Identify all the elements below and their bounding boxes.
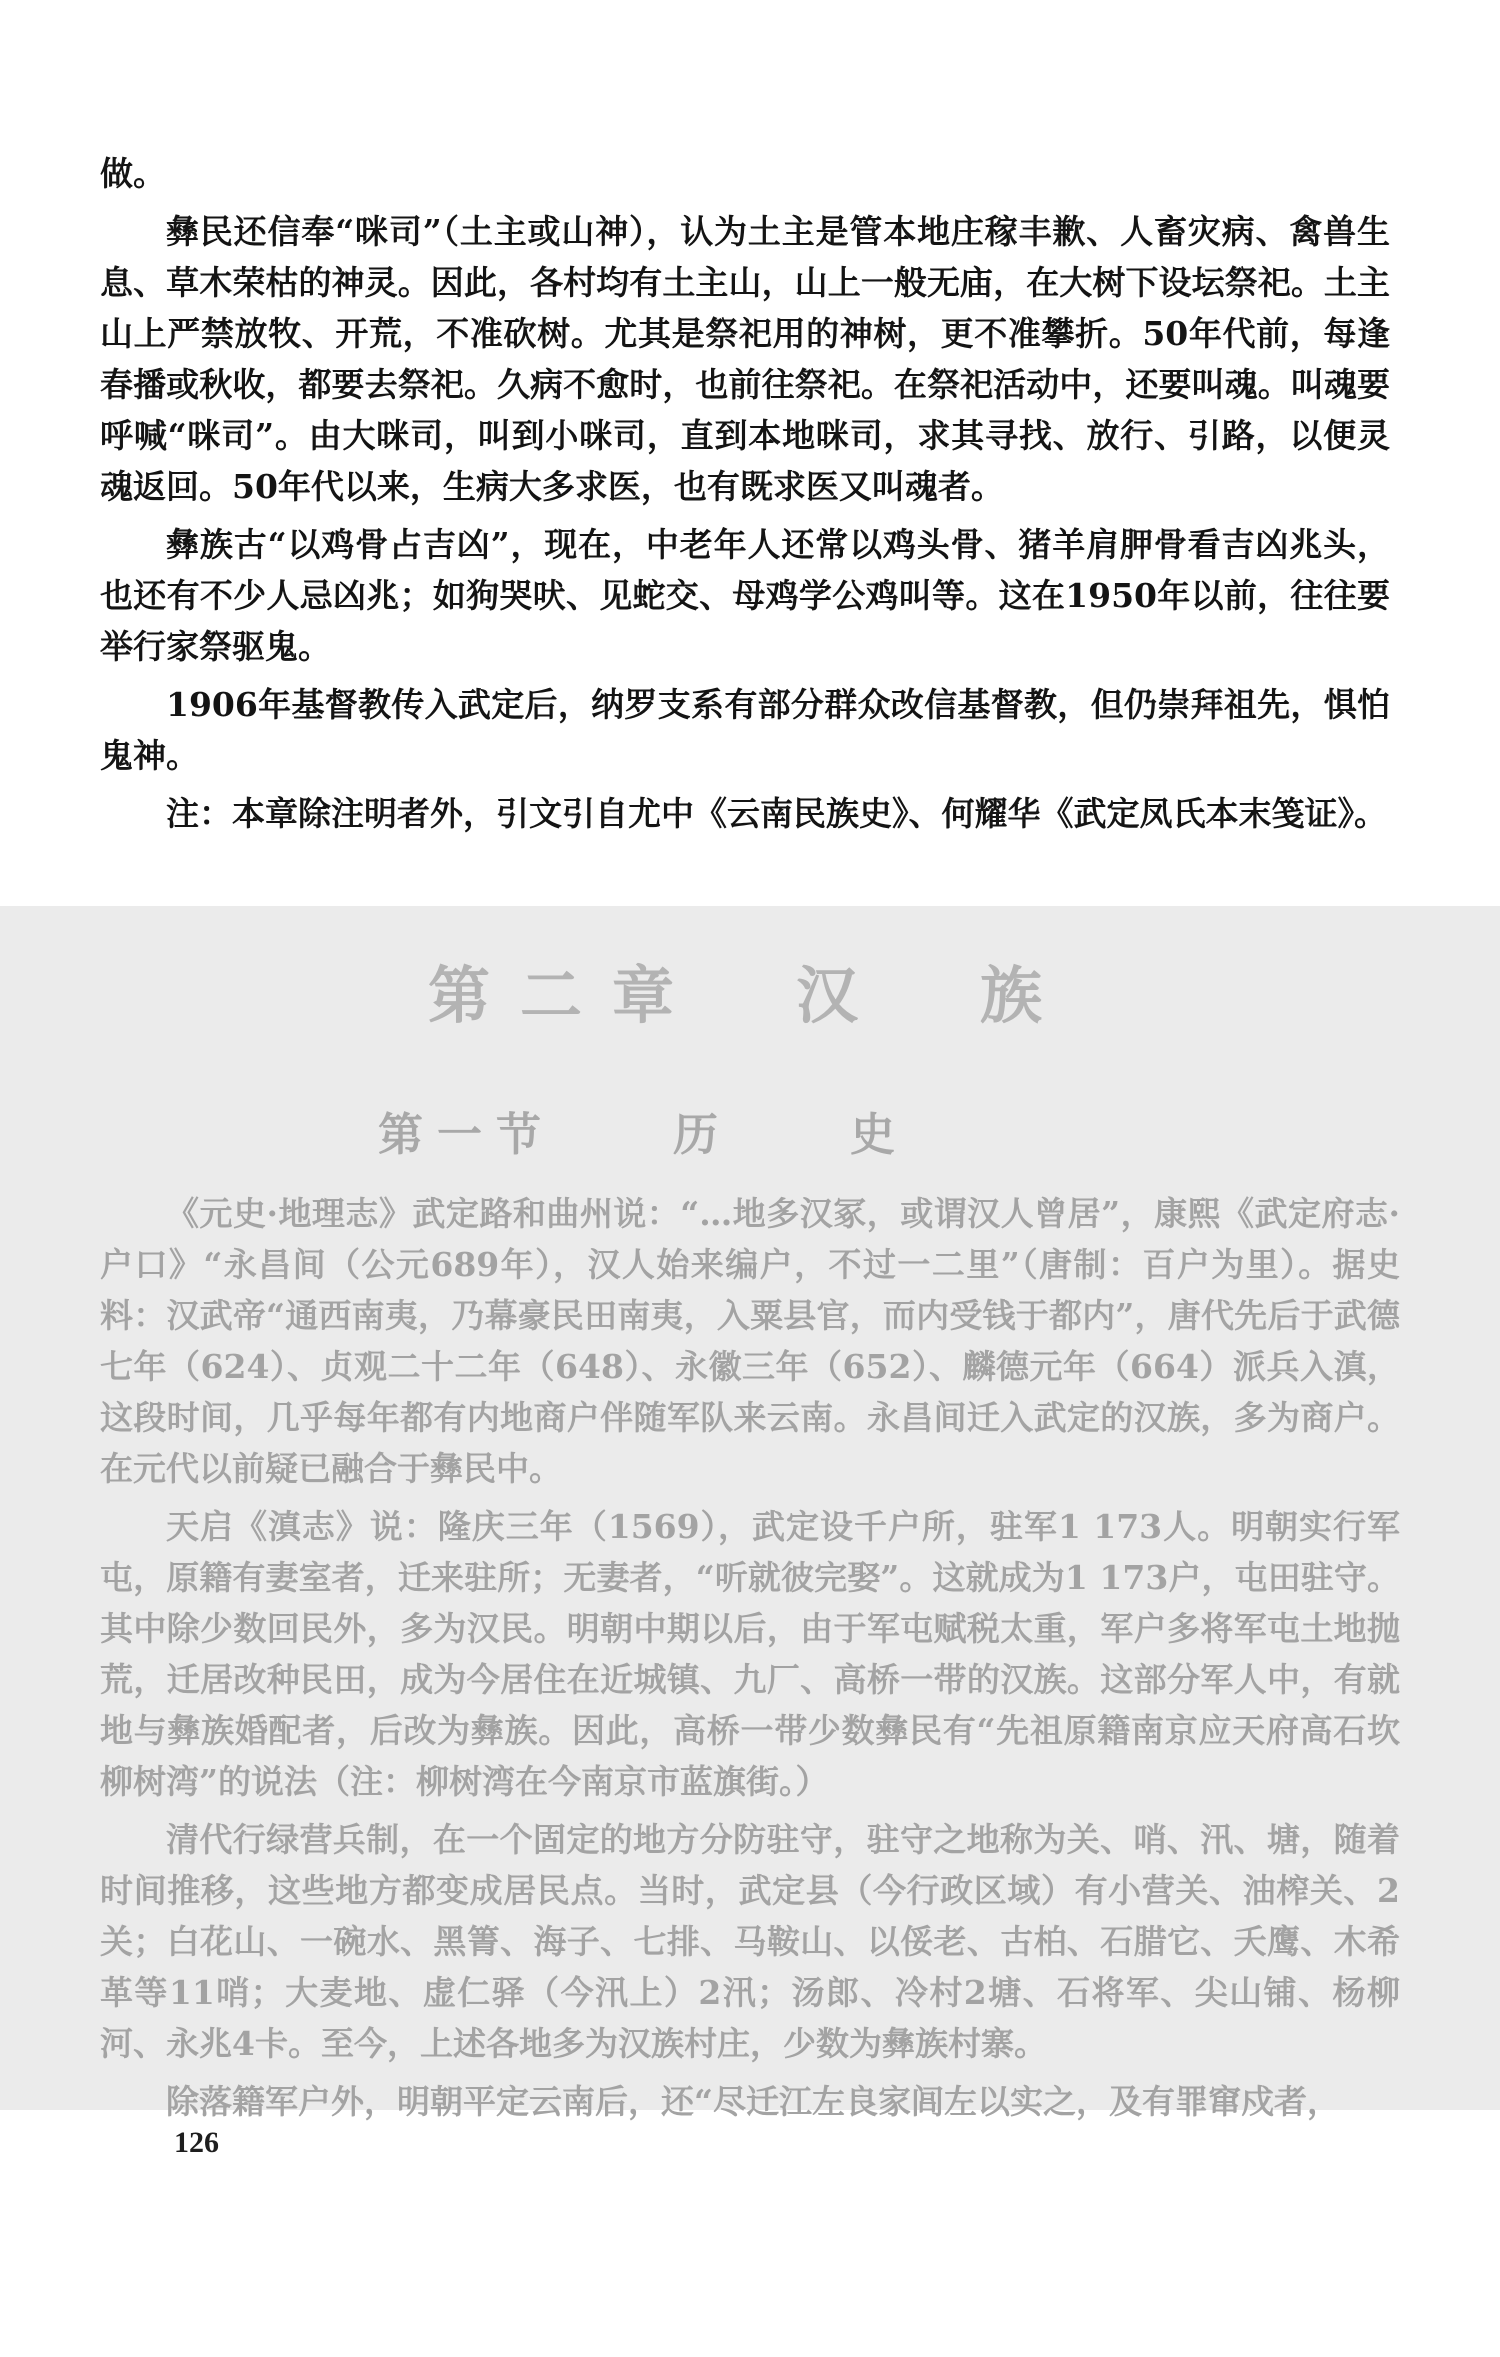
paragraph-chapter-note: 注：本章除注明者外，引文引自尤中《云南民族史》、何耀华《武定凤氏本末笺证》。 (166, 794, 1387, 833)
paragraph-continuation: 做。 (100, 154, 166, 193)
history-text-block (100, 1188, 1400, 2127)
paragraph-mici-belief: 彝民还信奉“咪司”（土主或山神），认为土主是管本地庄稼丰歉、人畜灾病、禽兽生息、草木荣枯的神灵。因此，各村均有土主山，山上一般无庙，在大树下设坛祭祀。土主山上严禁放牧、开荒，不准砍树。尤其是祭祀用的神树，更不准攀折。50年代前，每逢春播或秋收，都要去祭祀。久病不愈时，也前往祭祀。在祭祀活动中，还要叫魂。叫魂要呼喊“咪司”。由大咪司，叫到小咪司，直到本地咪司，求其寻找、放行、引路，以便灵魂返回。50年代以来，生病大多求医，也有既求医又叫魂者。 (100, 212, 1390, 506)
paragraph-qing-garrisons: 清代行绿营兵制，在一个固定的地方分防驻守，驻守之地称为关、哨、汛、塘，随着时间推移，这些地方都变成居民点。当时，武定县（今行政区域）有小营关、油榨关、2关；白花山、一碗水、黑箐、海子、七排、马鞍山、以俀老、古柏、石腊它、夭鹰、木希革等11哨；大麦地、虚仁驿（今汛上）2汛；汤郎、冷村2塘、石将军、尖山铺、杨柳河、永兆4卡。至今，上述各地多为汉族村庄，少数为彝族村寨。 (100, 1820, 1400, 2063)
paragraph-migration: 除落籍军户外，明朝平定云南后，还“尽迁江左良家闾左以实之，及有罪窜戍者， (166, 2082, 1340, 2121)
paragraph-yuan-history: 《元史·地理志》武定路和曲州说：“…地多汉冢，或谓汉人曾居”，康熙《武定府志·户口》“永昌间（公元689年），汉人始来编户，不过一二里”（唐制：百户为里）。据史料：汉武帝“通西南夷，乃幕豪民田南夷，入粟县官，而内受钱于都内”，唐代先后于武德七年（624）、贞观二十二年（648）、永徽三年（652）、麟德元年（664）派兵入滇，这段时间，几乎每年都有内地商户伴随军队来云南。永昌间迁入武定的汉族，多为商户。在元代以前疑已融合于彝民中。 (100, 1194, 1400, 1488)
top-text-block (100, 148, 1390, 839)
section-title: 第一节 历 史 (378, 1108, 910, 1161)
paragraph-christianity: 1906年基督教传入武定后，纳罗支系有部分群众改信基督教，但仍崇拜祖先，惧怕鬼神。 (100, 685, 1390, 775)
page-number: 126 (174, 2126, 219, 2159)
paragraph-chicken-bone-divination: 彝族古“以鸡骨占吉凶”，现在，中老年人还常以鸡头骨、猪羊肩胛骨看吉凶兆头，也还有不少人忌凶兆；如狗哭吠、见蛇交、母鸡学公鸡叫等。这在1950年以前，往往要举行家祭驱鬼。 (100, 525, 1390, 666)
paragraph-ming-military-settlement: 天启《滇志》说：隆庆三年（1569），武定设千户所，驻军1 173人。明朝实行军屯，原籍有妻室者，迁来驻所；无妻者，“听就彼完娶”。这就成为1 173户，屯田驻守。其中除少数回民外，多为汉民。明朝中期以后，由于军屯赋税太重，军户多将军屯土地抛荒，迁居改种民田，成为今居住在近城镇、九厂、高桥一带的汉族。这部分军人中，有就地与彝族婚配者，后改为彝族。因此，高桥一带少数彝民有“先祖原籍南京应天府高石坎柳树湾”的说法（注：柳树湾在今南京市蓝旗街。） (100, 1507, 1400, 1801)
chapter-title: 第二章 汉 族 (427, 959, 1072, 1032)
